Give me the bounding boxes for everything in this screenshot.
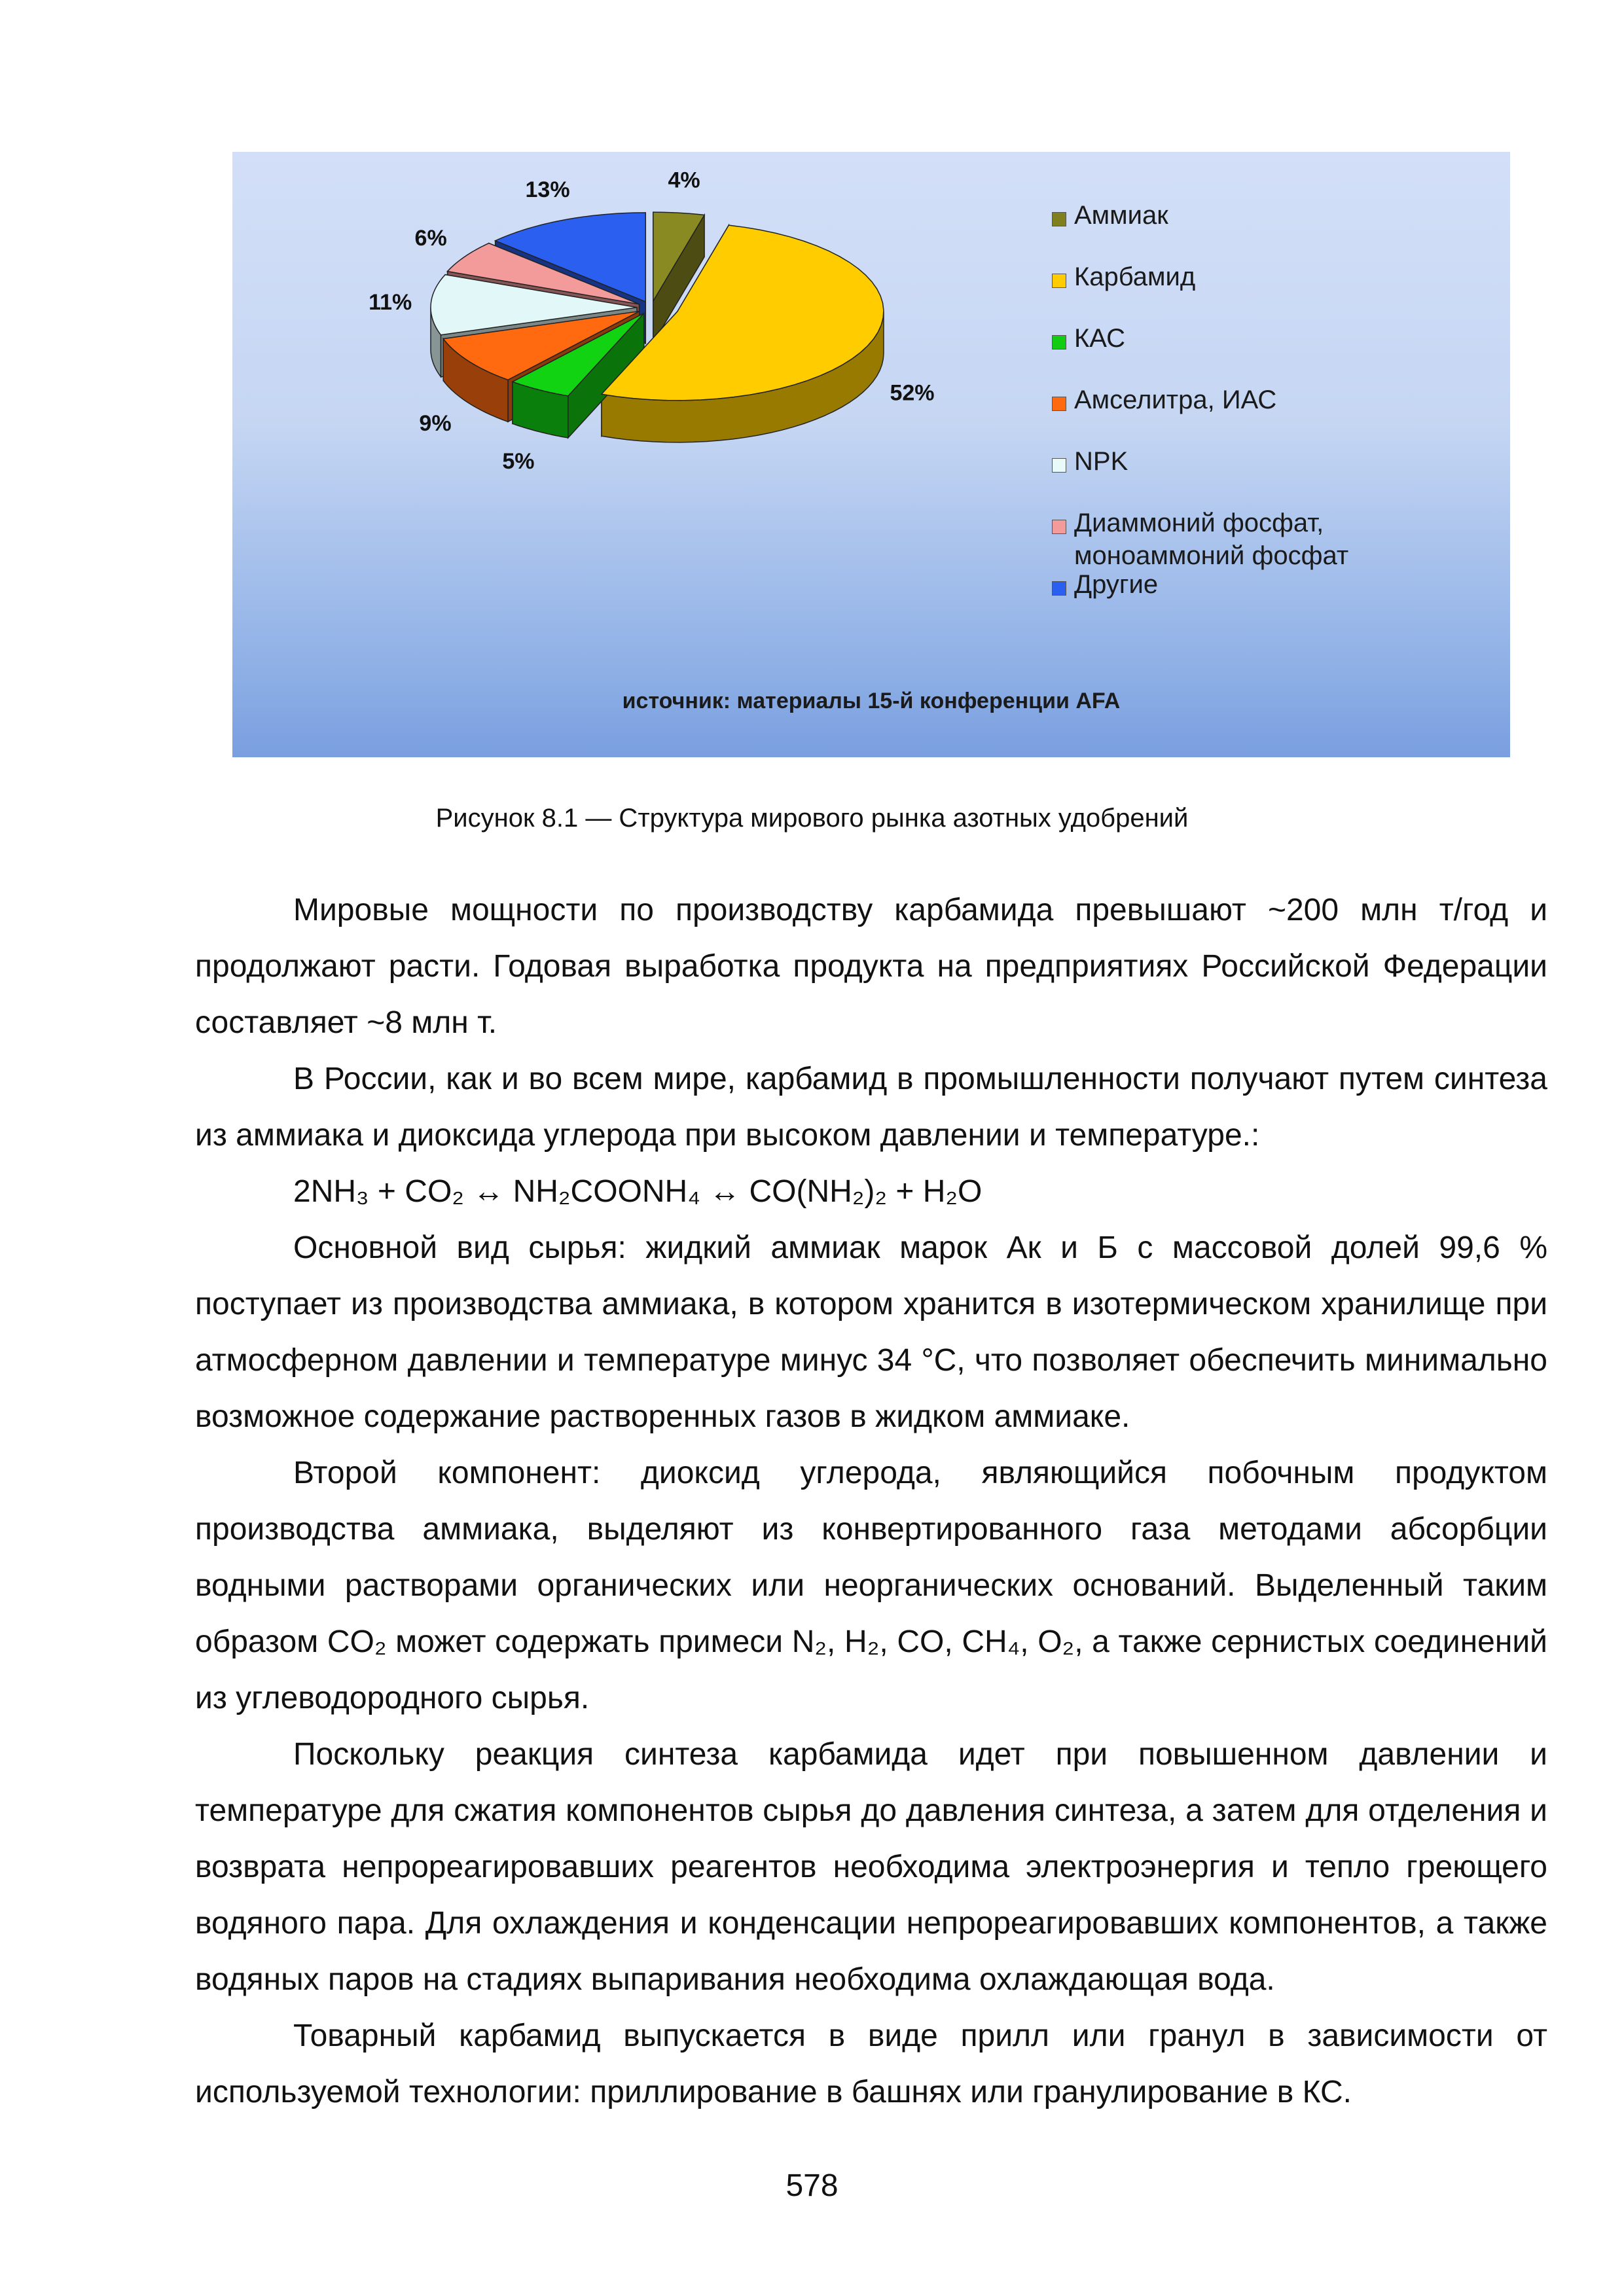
formula: 2NH₃ + CO₂ ↔ NH₂COONH₄ ↔ CO(NH₂)₂ + H₂O	[293, 1174, 983, 1209]
legend-item	[1052, 258, 1497, 319]
data-label: 9%	[419, 410, 452, 436]
legend-swatch	[1052, 274, 1066, 288]
legend-swatch	[1052, 335, 1066, 350]
paragraph: Товарный карбамид выпускается в виде прилл или гранул в зависимости от используемой технологии: приллирование в башнях или гранулирование в КС.	[195, 2018, 1547, 2109]
paragraph: Второй компонент: диоксид углерода, являющийся побочным продуктом производства аммиака, выделяют из конвертированного газа методами абсорбции водными растворами органических или неорганических оснований. Выделенный таким образом CO₂ может содержать примеси N₂, H₂, CO, CH₄, O₂, а также сернистых соединений из углеводородного сырья.	[195, 1456, 1547, 1715]
legend-item	[1052, 504, 1497, 570]
chart-source: источник: материалы 15-й конференции AFA	[622, 689, 1121, 713]
figure-caption: Рисунок 8.1 — Структура мирового рынка азотных удобрений	[435, 804, 1189, 833]
legend-swatch	[1052, 397, 1066, 411]
legend-label: NPK	[1074, 447, 1128, 476]
chart-legend	[1052, 196, 1497, 627]
data-label: 52%	[890, 380, 935, 406]
legend-label: КАС	[1074, 324, 1125, 353]
legend-label: Карбамид	[1074, 262, 1196, 291]
data-label: 13%	[525, 177, 570, 203]
paragraph: Поскольку реакция синтеза карбамида идет при повышенном давлении и температуре для сжатия компонентов сырья до давления синтеза, а затем для отделения и возврата непрореагировавших реагентов необходима электроэнергия и тепло греющего водяного пара. Для охлаждения и конденсации непрореагировавших компонентов, а также водяных паров на стадиях выпаривания необходима охлаждающая вода.	[195, 1737, 1547, 1997]
paragraph: Мировые мощности по производству карбамида превышают ~200 млн т/год и продолжают расти. Годовая выработка продукта на предприятиях Российской Федерации составляет ~8 млн т.	[195, 893, 1547, 1040]
data-label: 6%	[414, 226, 447, 251]
legend-swatch	[1052, 212, 1066, 226]
legend-item	[1052, 442, 1497, 504]
legend-label: Другие	[1074, 570, 1159, 599]
legend-item	[1052, 196, 1497, 258]
legend-label: Амселитра, ИАС	[1074, 386, 1277, 414]
data-label: 11%	[369, 289, 412, 315]
page-number: 578	[785, 2168, 839, 2203]
legend-item	[1052, 381, 1497, 442]
data-label: 5%	[502, 448, 535, 474]
legend-swatch	[1052, 458, 1066, 473]
data-label: 4%	[668, 168, 700, 193]
legend-label: Диаммоний фосфат, моноаммоний фосфат	[1074, 509, 1349, 570]
paragraph: Основной вид сырья: жидкий аммиак марок Ак и Б с массовой долей 99,6 % поступает из производства аммиака, в котором хранится в изотермическом хранилище при атмосферном давлении и температуре минус 34 °С, что позволяет обеспечить минимально возможное содержание растворенных газов в жидком аммиаке.	[195, 1230, 1547, 1434]
legend-label: Аммиак	[1074, 201, 1168, 230]
chart-figure	[232, 152, 1510, 757]
legend-swatch	[1052, 581, 1066, 596]
legend-swatch	[1052, 520, 1066, 534]
legend-item	[1052, 565, 1497, 627]
legend-item	[1052, 319, 1497, 381]
paragraph: В России, как и во всем мире, карбамид в промышленности получают путем синтеза из аммиака и диоксида углерода при высоком давлении и температуре.:	[195, 1062, 1547, 1153]
